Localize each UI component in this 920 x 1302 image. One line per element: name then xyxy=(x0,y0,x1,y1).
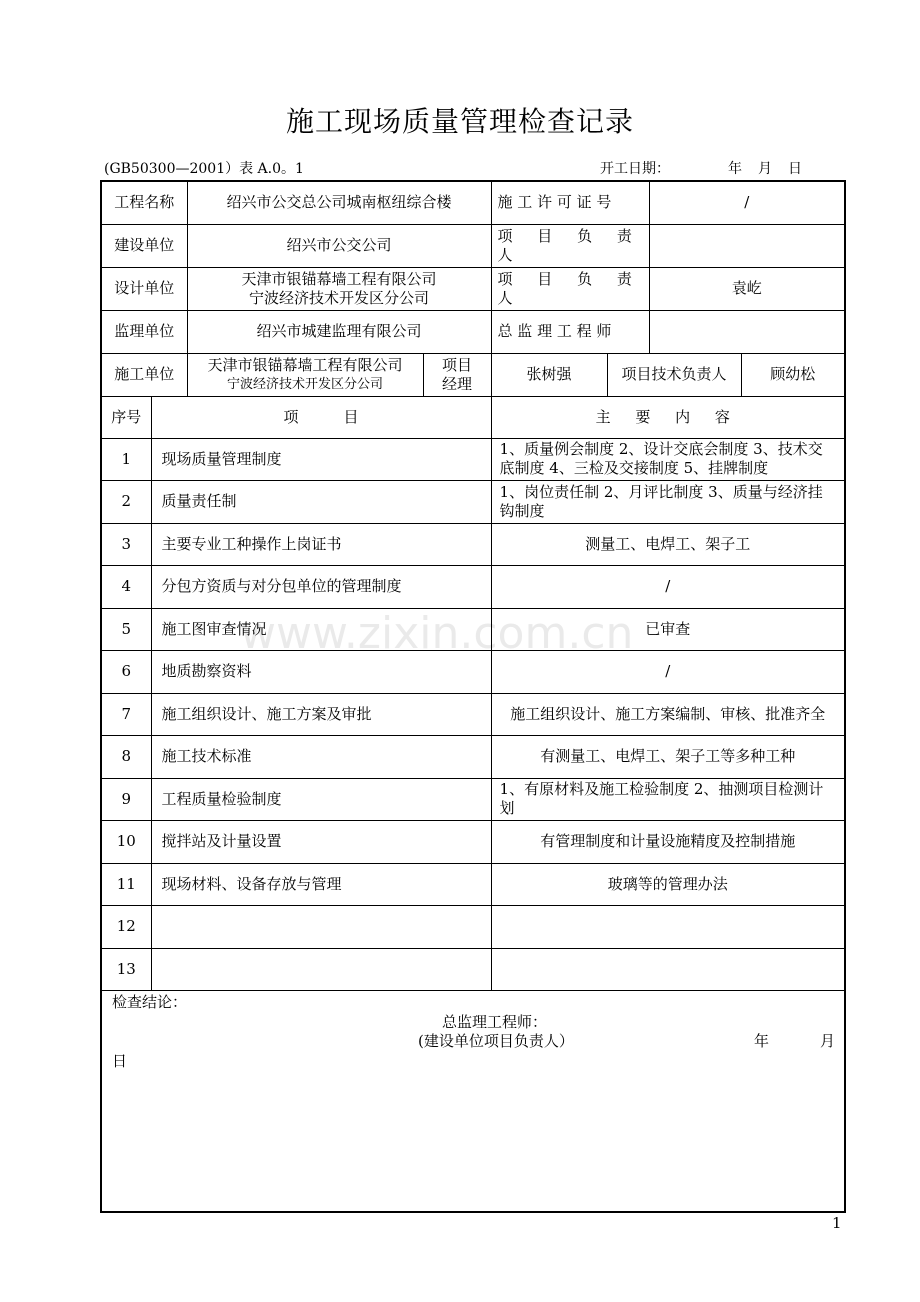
row-item: 质量责任制 xyxy=(151,481,491,524)
table-row xyxy=(101,778,845,821)
start-date xyxy=(600,158,818,178)
row-builder xyxy=(101,224,845,267)
table-row xyxy=(101,651,845,694)
row-project-name xyxy=(101,181,845,224)
conclusion xyxy=(101,991,845,1213)
row-no: 4 xyxy=(101,566,151,609)
table-row xyxy=(101,821,845,864)
row-contractor xyxy=(101,353,845,396)
row-content: 1、有原材料及施工检验制度 2、抽测项目检测计划 xyxy=(491,778,845,821)
header-row xyxy=(101,396,845,438)
conclusion-builder-unit: (建设单位项目负责人） xyxy=(418,1032,574,1050)
item-rows xyxy=(101,438,845,991)
start-date-year: 年 xyxy=(728,161,742,177)
pm-label-line1: 项目 xyxy=(442,355,473,374)
permit-label: 施 工 许 可 证 号 xyxy=(491,181,649,224)
start-date-day: 日 xyxy=(788,161,802,177)
row-no: 9 xyxy=(101,778,151,821)
start-date-month: 月 xyxy=(758,161,772,177)
row-no: 1 xyxy=(101,438,151,481)
row-no: 6 xyxy=(101,651,151,694)
form-code: (GB50300—2001）表 A.0。1 xyxy=(104,161,304,177)
watermark: www.zixin.com.cn xyxy=(240,608,634,659)
row-content: 施工组织设计、施工方案编制、审核、批准齐全 xyxy=(491,693,845,736)
contractor-line1: 天津市银锚幕墙工程有限公司 xyxy=(207,355,403,374)
builder: 绍兴市公交公司 xyxy=(187,224,491,267)
row-item: 施工图审查情况 xyxy=(151,608,491,651)
table-row xyxy=(101,566,845,609)
row-no: 3 xyxy=(101,523,151,566)
pm-label xyxy=(423,353,491,396)
table-row xyxy=(101,948,845,991)
conclusion-chief-engineer: 总监理工程师： xyxy=(442,1013,548,1031)
conclusion-year: 年 xyxy=(754,1032,770,1050)
table-row xyxy=(101,608,845,651)
builder-pm-label: 项 目 负 责 人 xyxy=(491,224,649,267)
chief-engineer-label: 总 监 理 工 程 师 xyxy=(491,310,649,353)
supervisor: 绍兴市城建监理有限公司 xyxy=(187,310,491,353)
conclusion-month: 月 xyxy=(820,1032,836,1050)
row-no: 13 xyxy=(101,948,151,991)
row-content: 有测量工、电焊工、架子工等多种工种 xyxy=(491,736,845,779)
table-row xyxy=(101,481,845,524)
page-title: 施工现场质量管理检查记录 xyxy=(285,105,634,138)
header-content: 主 要 内 容 xyxy=(491,396,845,438)
row-no: 2 xyxy=(101,481,151,524)
row-item xyxy=(151,906,491,949)
tech-lead-label: 项目技术负责人 xyxy=(607,353,741,396)
row-item: 施工组织设计、施工方案及审批 xyxy=(151,693,491,736)
builder-label: 建设单位 xyxy=(101,224,187,267)
page-number: 1 xyxy=(832,1214,842,1232)
conclusion-day: 日 xyxy=(112,1052,128,1070)
table-row xyxy=(101,523,845,566)
row-no: 10 xyxy=(101,821,151,864)
project-name: 绍兴市公交总公司城南枢纽综合楼 xyxy=(187,181,491,224)
header-no: 序号 xyxy=(101,396,151,438)
row-content: 1、质量例会制度 2、设计交底会制度 3、技术交底制度 4、三检及交接制度 5、挂牌制度 xyxy=(491,438,845,481)
designer xyxy=(187,267,491,310)
row-designer xyxy=(101,267,845,310)
row-content: / xyxy=(491,651,845,694)
row-content xyxy=(491,948,845,991)
row-content xyxy=(491,906,845,949)
contractor-line2: 宁波经济技术开发区分公司 xyxy=(227,376,384,392)
table-row xyxy=(101,736,845,779)
row-item: 主要专业工种操作上岗证书 xyxy=(151,523,491,566)
table-row xyxy=(101,438,845,481)
pm-label-line2: 经理 xyxy=(442,374,473,393)
row-content: 已审查 xyxy=(491,608,845,651)
row-item: 工程质量检验制度 xyxy=(151,778,491,821)
designer-pm-label: 项 目 负 责 人 xyxy=(491,267,649,310)
header-item: 项 目 xyxy=(151,396,491,438)
table-row xyxy=(101,906,845,949)
designer-line1: 天津市银锚幕墙工程有限公司 xyxy=(241,269,437,288)
row-content: 测量工、电焊工、架子工 xyxy=(491,523,845,566)
permit-value: / xyxy=(649,181,845,224)
builder-pm xyxy=(649,224,845,267)
row-item: 地质勘察资料 xyxy=(151,651,491,694)
designer-pm: 袁屹 xyxy=(649,267,845,310)
pm: 张树强 xyxy=(491,353,607,396)
contractor xyxy=(187,353,423,396)
table-row xyxy=(101,863,845,906)
contractor-label: 施工单位 xyxy=(101,353,187,396)
designer-line2: 宁波经济技术开发区分公司 xyxy=(249,288,430,307)
row-no: 8 xyxy=(101,736,151,779)
row-item: 现场材料、设备存放与管理 xyxy=(151,863,491,906)
conclusion-label: 检查结论： xyxy=(112,993,188,1011)
row-item: 现场质量管理制度 xyxy=(151,438,491,481)
row-content: 1、岗位责任制 2、月评比制度 3、质量与经济挂钩制度 xyxy=(491,481,845,524)
row-item xyxy=(151,948,491,991)
row-supervisor xyxy=(101,310,845,353)
row-no: 12 xyxy=(101,906,151,949)
inspection-table xyxy=(100,180,846,1213)
tech-lead: 顾幼松 xyxy=(741,353,845,396)
row-item: 施工技术标准 xyxy=(151,736,491,779)
designer-label: 设计单位 xyxy=(101,267,187,310)
row-content: 玻璃等的管理办法 xyxy=(491,863,845,906)
row-content: 有管理制度和计量设施精度及控制措施 xyxy=(491,821,845,864)
row-no: 7 xyxy=(101,693,151,736)
row-item: 搅拌站及计量设置 xyxy=(151,821,491,864)
chief-engineer xyxy=(649,310,845,353)
row-no: 11 xyxy=(101,863,151,906)
table-row xyxy=(101,693,845,736)
row-content: / xyxy=(491,566,845,609)
row-item: 分包方资质与对分包单位的管理制度 xyxy=(151,566,491,609)
supervisor-label: 监理单位 xyxy=(101,310,187,353)
project-name-label: 工程名称 xyxy=(101,181,187,224)
conclusion-row xyxy=(101,991,845,1213)
start-date-label: 开工日期： xyxy=(600,161,670,177)
row-no: 5 xyxy=(101,608,151,651)
